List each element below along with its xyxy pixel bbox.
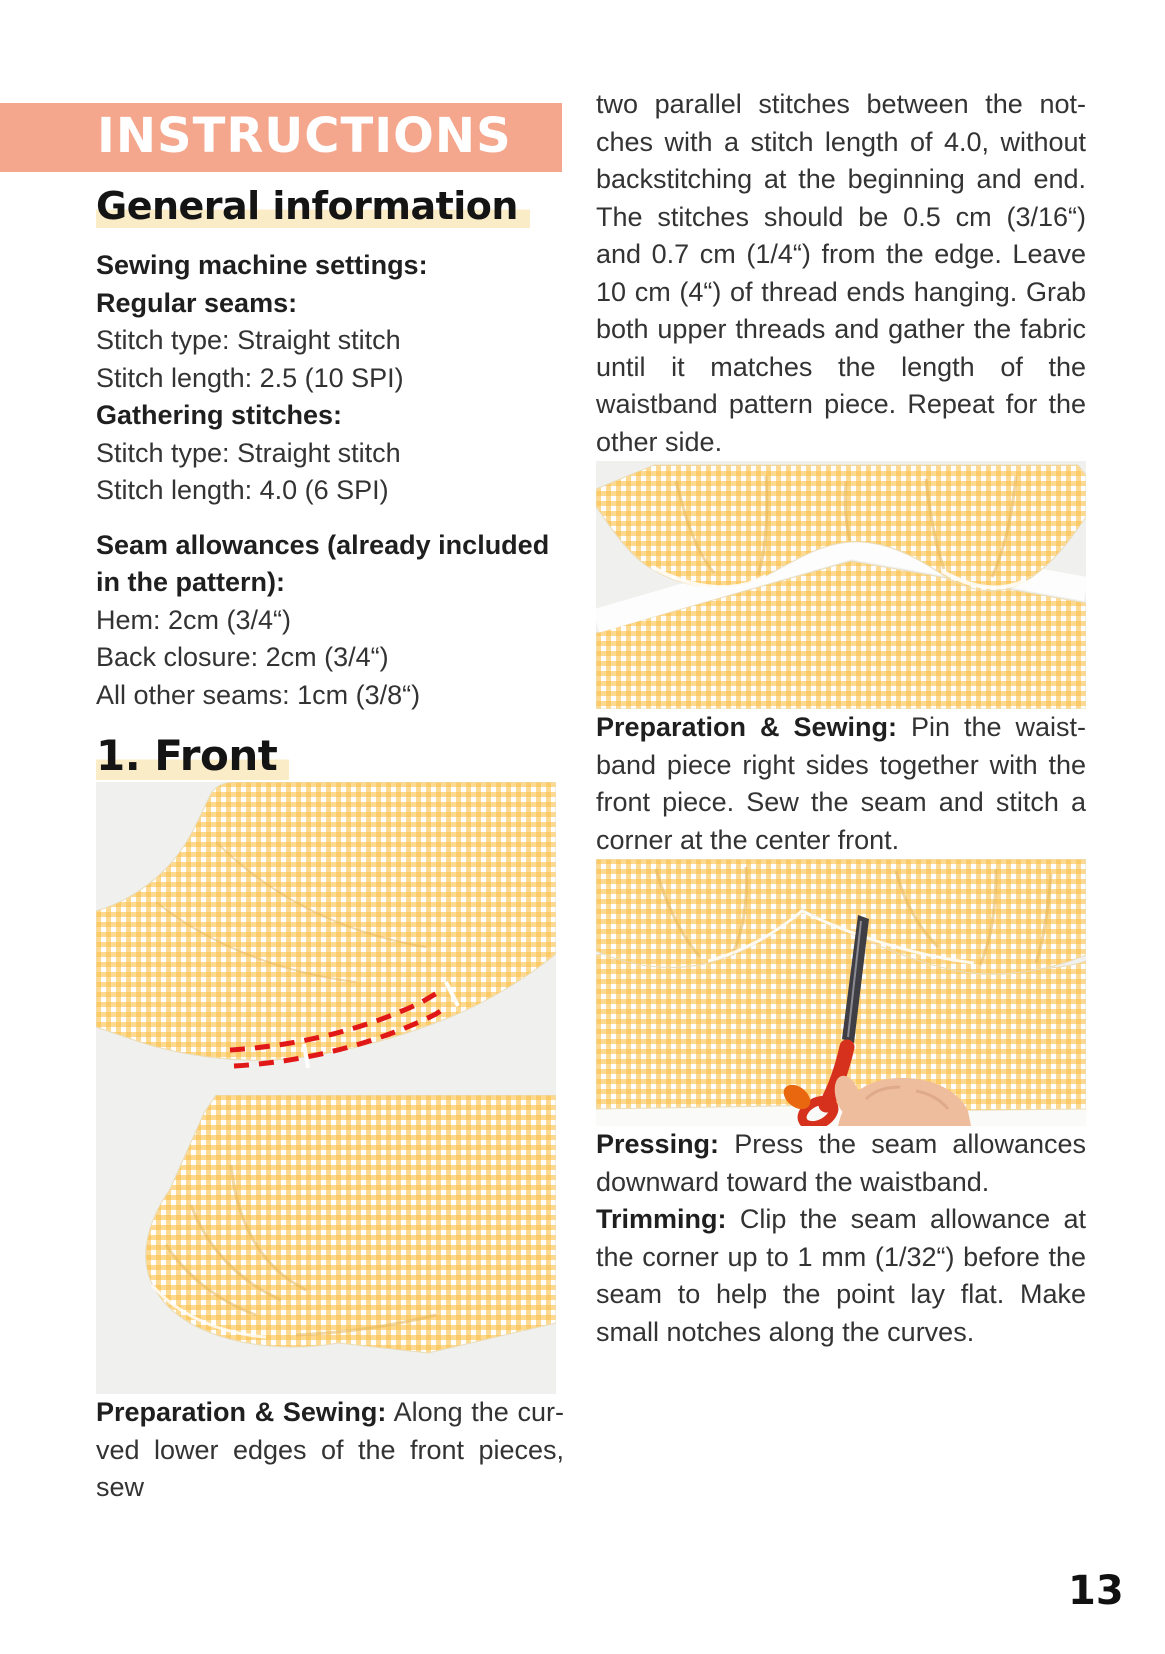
seam-allowance-other: All other seams: 1cm (3/8“) — [96, 679, 421, 710]
trimming-label: Trimming: — [596, 1204, 727, 1234]
prep-sewing-paragraph-right — [596, 709, 1086, 859]
photo-waistband-pinned — [596, 461, 1086, 709]
settings-title: Sewing machine settings: — [96, 250, 428, 280]
regular-stitch-type: Stitch type: Straight stitch — [96, 325, 401, 355]
intro-paragraph: two parallel stitches between the notches with a stitch length of 4.0, without backstitching at the beginning and end. The stitches should be 0.5 cm (3/16“) and 0.7 cm (1/4“) from the edge. Leave 10 cm (4“) of thread ends hanging. Grab both upper threads and gather the fabric until it matches the length of the waistband pattern piece. Repeat for the other side. — [596, 89, 1086, 457]
left-column — [96, 182, 564, 1507]
seam-allowances-block — [96, 527, 564, 715]
photo-front-piece-gathered-image — [96, 1095, 556, 1394]
photo-front-piece-stitching — [96, 782, 564, 1095]
regular-stitch-length: Stitch length: 2.5 (10 SPI) — [96, 362, 404, 393]
heading-step-1-front: 1. Front — [96, 730, 564, 782]
photo-clipping-corner-image — [596, 859, 1086, 1126]
prep-sewing-label: Preparation & Sewing: — [596, 712, 897, 742]
trimming-text: Clip the seam allowance at the corner up to 1 mm (1/32“) before the seam to help the point lay flat. Make small notches along the curves. — [596, 1204, 1086, 1347]
photo-clipping-corner — [596, 859, 1086, 1126]
prep-sewing-label: Preparation & Sewing: — [96, 1397, 387, 1427]
regular-seams-label: Regular seams: — [96, 287, 298, 318]
prep-sewing-text: Along the curved lower edges of the front pieces, sew — [96, 1397, 564, 1502]
pressing-label: Pressing: — [596, 1129, 720, 1159]
page-number: 13 — [1068, 1568, 1124, 1614]
machine-settings-block — [96, 247, 564, 510]
trimming-paragraph — [596, 1201, 1086, 1351]
seam-allowances-title: Seam allowances (already included in the pattern): — [96, 529, 550, 597]
pressing-text: Press the seam allowances downward toward the waistband. — [596, 1129, 1086, 1197]
seam-allowance-back-closure: Back closure: 2cm (3/4“) — [96, 642, 389, 672]
gathering-stitch-length: Stitch length: 4.0 (6 SPI) — [96, 475, 389, 505]
right-column — [596, 86, 1086, 1351]
gathering-stitches-label: Gathering stitches: — [96, 400, 343, 430]
gingham-fabric-piece — [146, 1095, 556, 1353]
prep-sewing-paragraph-left — [96, 1394, 564, 1507]
section-banner-title: INSTRUCTIONS — [97, 108, 512, 164]
prep-sewing-text: Pin the waistband piece right sides together with the front piece. Sew the seam and stitch a corner at the center front. — [596, 712, 1086, 855]
pressing-paragraph — [596, 1126, 1086, 1201]
photo-front-piece-gathered — [96, 1095, 564, 1394]
section-banner — [0, 103, 562, 172]
photo-front-piece-stitching-image — [96, 782, 556, 1095]
gathering-stitch-type: Stitch type: Straight stitch — [96, 437, 401, 468]
seam-allowance-hem: Hem: 2cm (3/4“) — [96, 604, 292, 635]
photo-waistband-pinned-image — [596, 461, 1086, 709]
heading-general-information: General information — [96, 182, 564, 230]
